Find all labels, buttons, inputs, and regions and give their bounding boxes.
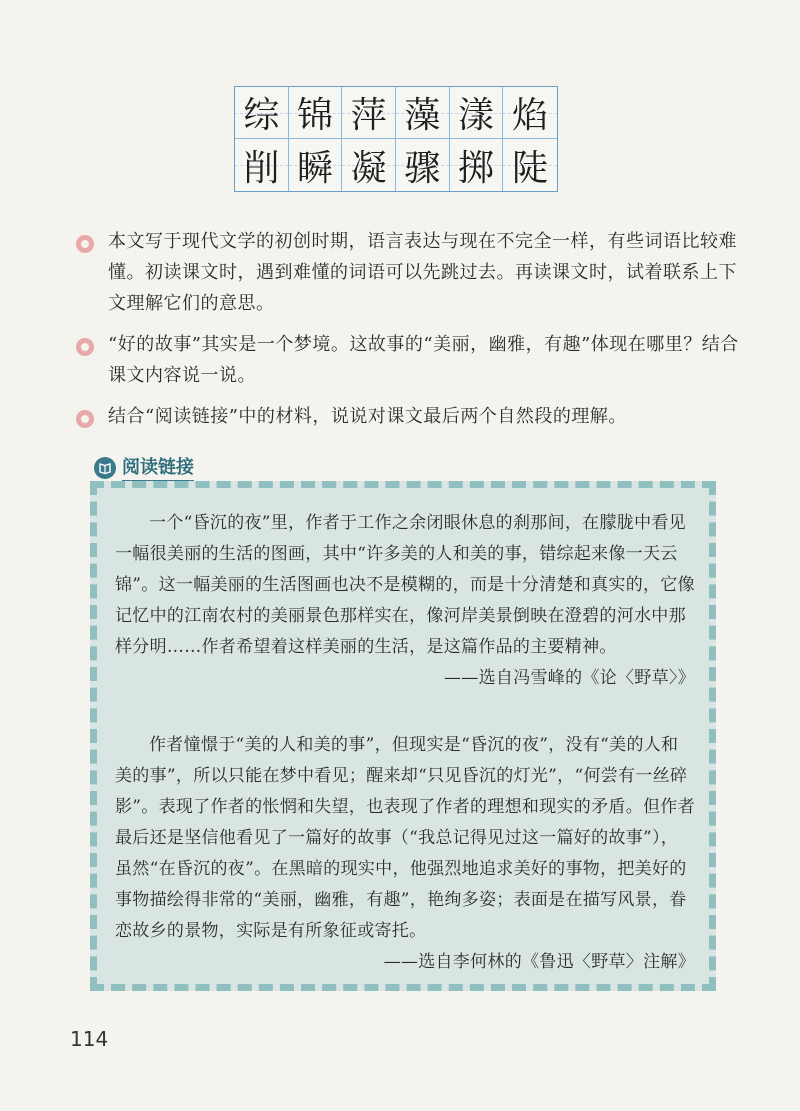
page-number: 114 bbox=[70, 1027, 109, 1051]
question-text: 本文写于现代文学的初创时期，语言表达与现在不完全一样，有些词语比较难懂。初读课文时，遇到难懂的词语可以先跳过去。再读课文时，试着联系上下文理解它们的意思。 bbox=[108, 231, 737, 314]
char-cell: 骤 bbox=[396, 139, 450, 191]
char-cell: 瞬 bbox=[289, 139, 343, 191]
char-cell: 焰 bbox=[503, 87, 557, 139]
new-characters-grid bbox=[234, 86, 558, 192]
char-cell: 掷 bbox=[450, 139, 504, 191]
char-cell: 削 bbox=[235, 139, 289, 191]
book-icon bbox=[94, 457, 116, 479]
exercise-questions bbox=[76, 226, 746, 442]
char-cell: 综 bbox=[235, 87, 289, 139]
passage-source: ——选自冯雪峰的《论〈野草〉》 bbox=[444, 668, 695, 688]
question-item bbox=[76, 226, 746, 319]
char-cell: 陡 bbox=[503, 139, 557, 191]
reading-link-heading bbox=[94, 453, 194, 482]
bullet-icon bbox=[76, 338, 94, 356]
bullet-icon bbox=[76, 410, 94, 428]
char-cell: 漾 bbox=[450, 87, 504, 139]
char-cell: 凝 bbox=[342, 139, 396, 191]
reading-passage bbox=[115, 508, 695, 694]
bullet-icon bbox=[76, 235, 94, 253]
passage-text: 作者憧憬于“美的人和美的事”，但现实是“昏沉的夜”，没有“美的人和美的事”，所以只能在梦中看见；醒来却“只见昏沉的灯光”，“何尝有一丝碎影”。表现了作者的怅惘和失望，也表现了作者的理想和现实的矛盾。但作者最后还是坚信他看见了一篇好的故事（“我总记得见过这一篇好的故事”），虽然“在昏沉的夜”。在黑暗的现实中，他强烈地追求美好的事物，把美好的事物描绘得非常的“美丽，幽雅，有趣”，艳绚多姿；表面是在描写风景，眷恋故乡的景物，实际是有所象征或寄托。 bbox=[115, 735, 695, 941]
question-item bbox=[76, 401, 746, 432]
question-item bbox=[76, 329, 746, 391]
reading-passage bbox=[115, 730, 695, 978]
char-cell: 藻 bbox=[396, 87, 450, 139]
question-text: 结合“阅读链接”中的材料，说说对课文最后两个自然段的理解。 bbox=[108, 406, 627, 427]
char-cell: 锦 bbox=[289, 87, 343, 139]
passage-text: 一个“昏沉的夜”里，作者于工作之余闭眼休息的刹那间，在朦胧中看见一幅很美丽的生活的图画，其中“许多美的人和美的事，错综起来像一天云锦”。这一幅美丽的生活图画也决不是模糊的，而是十分清楚和真实的，它像记忆中的江南农村的美丽景色那样实在，像河岸美景倒映在澄碧的河水中那样分明……作者希望着这样美丽的生活，是这篇作品的主要精神。 bbox=[115, 513, 695, 657]
passage-source: ——选自李何林的《鲁迅〈野草〉注解》 bbox=[383, 952, 695, 972]
char-cell: 萍 bbox=[342, 87, 396, 139]
reading-link-box bbox=[90, 481, 716, 991]
reading-link-title: 阅读链接 bbox=[122, 453, 194, 482]
question-text: “好的故事”其实是一个梦境。这故事的“美丽，幽雅，有趣”体现在哪里？结合课文内容说一说。 bbox=[108, 334, 739, 386]
